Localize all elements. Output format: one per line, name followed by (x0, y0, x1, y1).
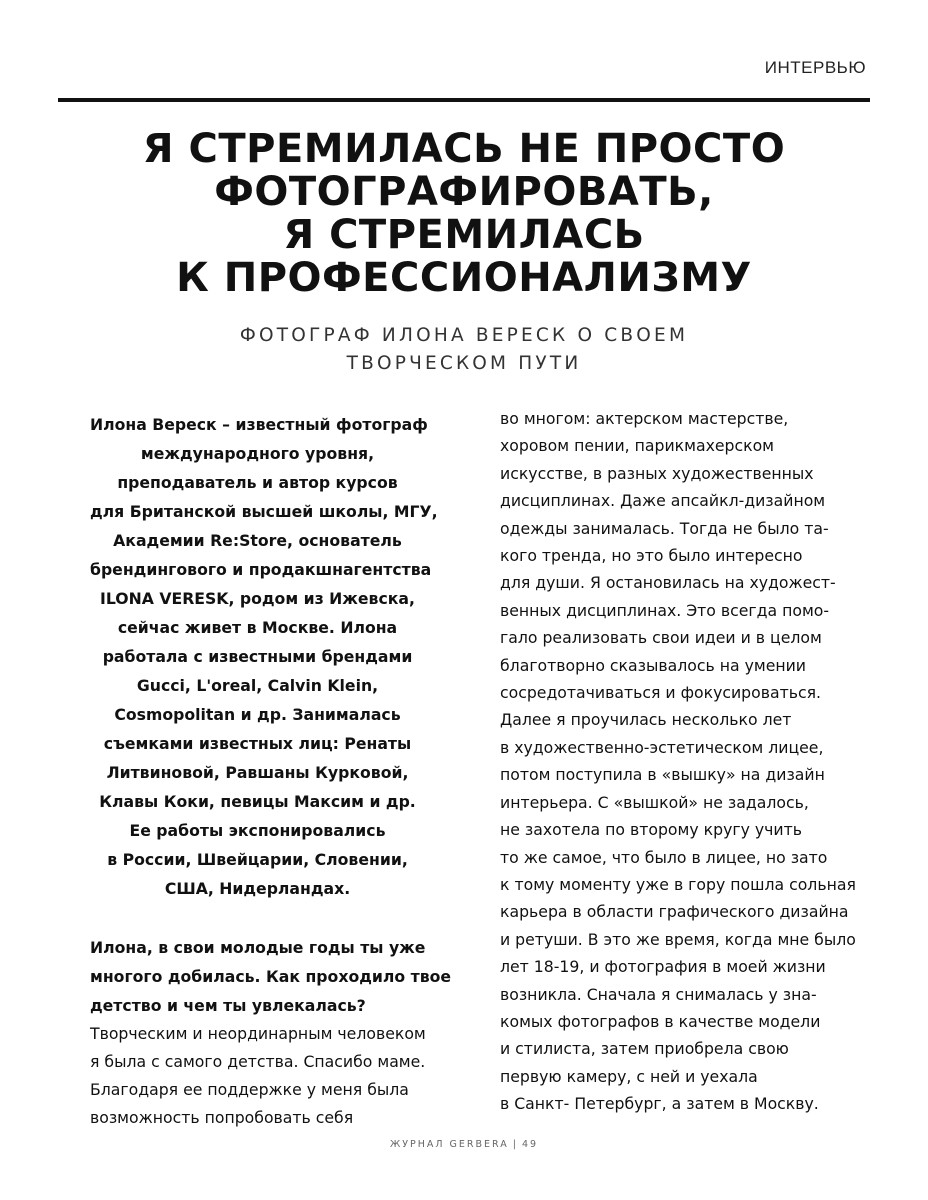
answer-line: дисциплинах. Даже апсайкл-дизайном (500, 491, 826, 511)
question-line: многого добилась. Как проходило твое (90, 967, 452, 986)
answer-line: не захотела по второму кругу учить (500, 820, 802, 840)
answer-line: во многом: актерском мастерстве, (500, 409, 789, 428)
intro-line: Клавы Коки, певицы Максим и др. (99, 792, 416, 811)
intro-line: Литвиновой, Равшаны Курковой, (106, 763, 409, 782)
interview-question (90, 933, 452, 1020)
intro-line: для Британской высшей школы, МГУ, (90, 502, 438, 521)
title-line: Я СТРЕМИЛАСЬ НЕ ПРОСТО (142, 126, 786, 172)
answer-line: интерьера. С «вышкой» не задалось, (500, 792, 809, 812)
page-number: 49 (521, 1139, 539, 1150)
question-line: детство и чем ты увлекалась? (90, 996, 366, 1015)
subtitle-line: ТВОРЧЕСКОМ ПУТИ (346, 353, 582, 374)
intro-line: сейчас живет в Москве. Илона (117, 618, 398, 637)
answer-line: лет 18-19, и фотография в моей жизни (500, 957, 826, 977)
answer-paragraph-start (90, 1020, 425, 1132)
answer-line: то же самое, что было в лицее, но зато (500, 847, 828, 867)
answer-line: Благодаря ее поддержке у меня была (90, 1080, 409, 1099)
answer-line: и ретуши. В это же время, когда мне было (500, 929, 856, 949)
section-label: ИНТЕРВЬЮ (764, 58, 866, 77)
intro-line: брендингового и продакшнагентства (90, 560, 432, 579)
title-line: Я СТРЕМИЛАСЬ (283, 212, 645, 258)
intro-line: Академии Re:Store, основатель (113, 531, 402, 550)
intro-line: ILONA VERESK, родом из Ижевска, (100, 589, 415, 608)
answer-line: для души. Я остановилась на художест- (500, 573, 836, 593)
answer-line: в художественно-эстетическом лицее, (500, 737, 824, 757)
answer-line: хоровом пении, парикмахерском (500, 436, 775, 456)
answer-line: благотворно сказывалось на умении (500, 655, 806, 675)
article-subtitle (58, 322, 870, 378)
right-column (500, 405, 856, 1118)
left-column (90, 410, 452, 1132)
answer-line: кого тренда, но это было интересно (500, 546, 803, 566)
subtitle-line: ФОТОГРАФ ИЛОНА ВЕРЕСК О СВОЕМ (239, 325, 689, 346)
answer-line: одежды занималась. Тогда не было та- (500, 518, 829, 538)
answer-line: сосредотачиваться и фокусироваться. (500, 683, 822, 703)
title-line: ФОТОГРАФИРОВАТЬ, (214, 169, 714, 215)
magazine-name: ЖУРНАЛ GERBERA (389, 1139, 509, 1150)
intro-line: Cosmopolitan и др. Занималась (114, 705, 401, 724)
question-line: Илона, в свои молодые годы ты уже (90, 938, 426, 957)
answer-line: искусстве, в разных художественных (500, 463, 814, 483)
header-rule (58, 98, 870, 102)
intro-line: Илона Вереск – известный фотограф (90, 415, 428, 434)
answer-line: в Санкт- Петербург, а затем в Москву. (500, 1094, 819, 1114)
answer-line: возникла. Сначала я снималась у зна- (500, 984, 817, 1004)
answer-line: я была с самого детства. Спасибо маме. (90, 1052, 426, 1071)
answer-line: Творческим и неординарным человеком (90, 1024, 426, 1043)
answer-line: комых фотографов в качестве модели (500, 1011, 821, 1031)
answer-line: венных дисциплинах. Это всегда помо- (500, 600, 830, 620)
intro-line: международного уровня, (140, 444, 375, 463)
page-footer (0, 1139, 928, 1150)
intro-line: работала с известными брендами (102, 647, 413, 666)
answer-line: и стилиста, затем приобрела свою (500, 1039, 789, 1059)
intro-line: Gucci, L'oreal, Calvin Klein, (136, 676, 379, 695)
intro-line: преподаватель и автор курсов (117, 473, 398, 492)
answer-line: возможность попробовать себя (90, 1108, 354, 1127)
intro-line: съемками известных лиц: Ренаты (103, 734, 412, 753)
article-title (58, 128, 870, 300)
answer-line: гало реализовать свои идеи и в целом (500, 628, 822, 648)
intro-line: США, Нидерландах. (164, 879, 351, 898)
answer-line: потом поступила в «вышку» на дизайн (500, 765, 825, 785)
answer-line: Далее я проучилась несколько лет (500, 710, 792, 730)
intro-paragraph (90, 410, 438, 903)
answer-line: первую камеру, с ней и уехала (500, 1066, 758, 1086)
footer-separator: | (512, 1139, 518, 1150)
title-line: К ПРОФЕССИОНАЛИЗМУ (176, 255, 752, 301)
intro-line: Ее работы экспонировались (129, 821, 386, 840)
answer-line: карьера в области графического дизайна (500, 902, 849, 922)
answer-line: к тому моменту уже в гору пошла сольная (500, 874, 856, 894)
intro-line: в России, Швейцарии, Словении, (107, 850, 408, 869)
